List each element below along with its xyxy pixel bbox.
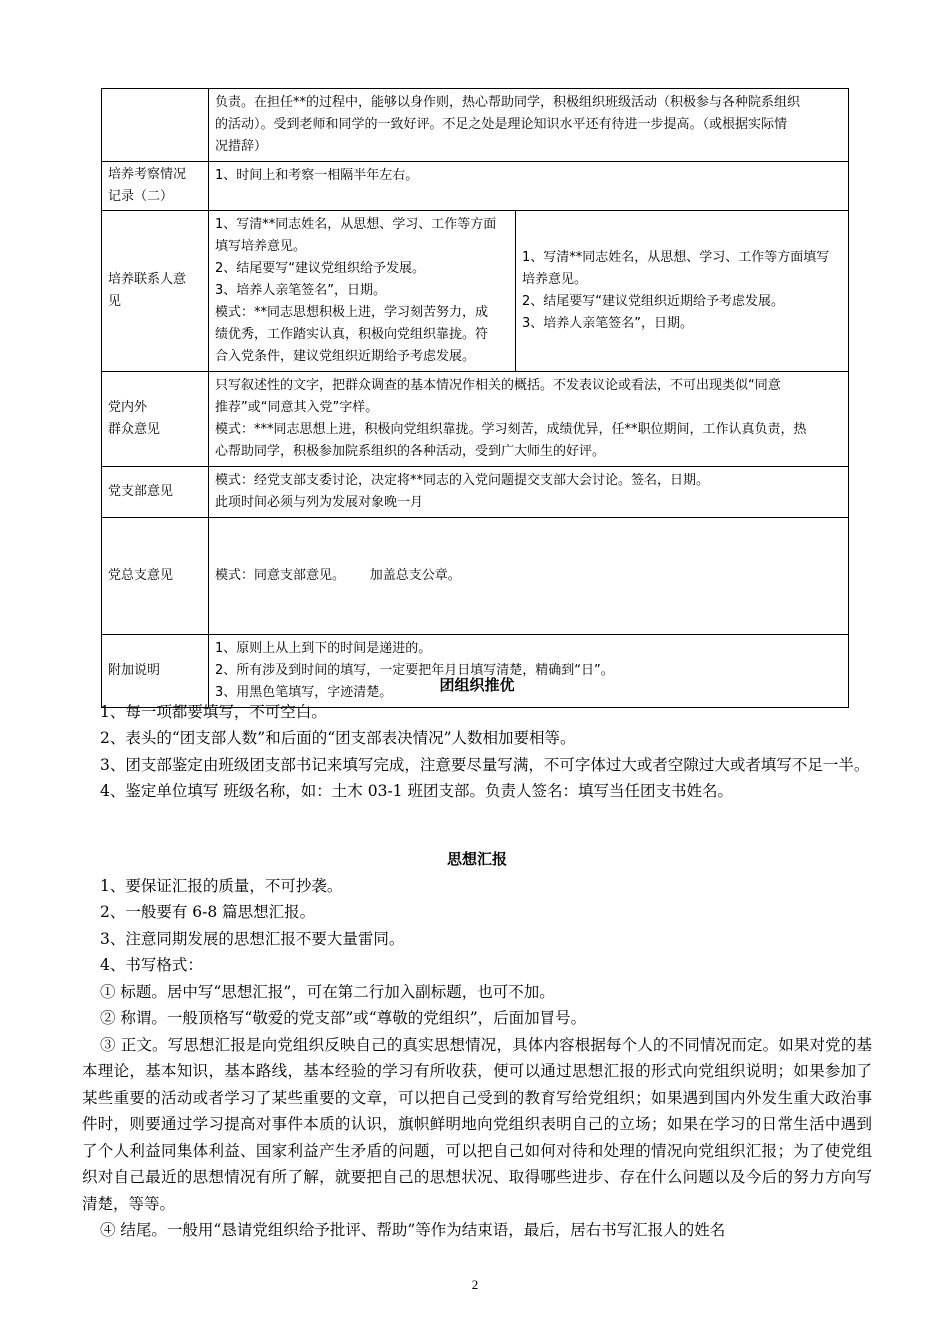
training-record-label: 培养考察情况 记录（二） [102,162,209,211]
list-item: ③ 正文。写思想汇报是向党组织反映自己的真实思想情况，具体内容根据每个人的不同情况而定。如果对党的基本理论，基本知识，基本路线，基本经验的学习有所收获，便可以通过思想汇报的形式向党组织说明；如果参加了某些重要的活动或者学习了某些重要的文章，可以把自己受到的教育写给党组织；如果遇到国内外发生重大政治事件时，则要通过学习提高对事件本质的认识，旗帜鲜明地向党组织表明自己的立场；如果在学习的日常生活中遇到了个人利益同集体利益、国家利益产生矛盾的问题，可以把自己如何对待和处理的情况向党组织汇报；为了使党组织对自己最近的思想情况有所了解，就要把自己的思想状况、取得哪些进步、存在什么问题以及今后的努力方向写清楚，等等。 [82,1035,872,1213]
page-number: 2 [471,1277,479,1292]
list-item: 4、鉴定单位填写 班级名称，如：土木 03-1 班团支部。负责人签名：填写当任团支书姓名。 [100,782,733,800]
form-table [101,88,849,708]
table-row-general-branch-opinion [102,518,849,635]
table-row-contact-opinion [102,211,849,372]
table-row-continuation [102,89,849,162]
masses-opinion-content: 只写叙述性的文字，把群众调查的基本情况作相关的概括。不发表议论或看法，不可出现类似“同意 推荐”或“同意其入党”字样。 模式：***同志思想上进，积极向党组织靠拢。学习刻苦，成绩优异，任**职位期间，工作认真负责，热 心帮助同学，积极参加院系组织的各种活动，受到广大师生的好评。 [209,372,849,467]
section-heading: 思想汇报 [446,850,507,868]
branch-opinion-content: 模式：经党支部支委讨论，决定将**同志的入党问题提交支部大会讨论。签名，日期。 此项时间必须与列为发展对象晚一月 [209,467,849,518]
training-record-content: 1、时间上和考察一相隔半年左右。 [209,162,849,211]
branch-opinion-label: 党支部意见 [102,467,209,518]
list-item: ② 称谓。一般顶格写“敬爱的党支部”或“尊敬的党组织”，后面加冒号。 [100,1009,587,1027]
notes-content: 1、原则上从上到下的时间是递进的。 2、所有涉及到时间的填写，一定要把年月日填写清楚，精确到“日”。 3、用黑色笔填写，字迹清楚。 [209,635,849,708]
text-line: 的活动）。受到老师和同学的一致好评。不足之处是理论知识水平还有待进一步提高。（或根据实际情 [215,117,788,132]
table-row-training-record [102,162,849,211]
masses-opinion-label: 党内外 群众意见 [102,372,209,467]
empty-label-cell [102,89,209,162]
continuation-cell [209,89,849,162]
contact-opinion-split [209,211,848,371]
list-item: ④ 结尾。一般用“恳请党组织给予批评、帮助”等作为结束语，最后，居右书写汇报人的姓名 [100,1221,726,1239]
list-item: 3、团支部鉴定由班级团支部书记来填写完成，注意要尽量写满，不可字体过大或者空隙过大或者填写不足一半。 [100,755,870,774]
table-row-branch-opinion [102,467,849,518]
contact-opinion-right: 1、写清**同志姓名，从思想、学习、工作等方面填写 培养意见。 2、结尾要写“建议党组织近期给予考虑发展。 3、培养人亲笔签名”，日期。 [522,250,830,331]
contact-opinion-content [209,211,849,372]
list-item: 3、注意同期发展的思想汇报不要大量雷同。 [100,929,405,948]
list-item: 2、一般要有 6-8 篇思想汇报。 [100,903,316,921]
general-branch-opinion-label: 党总支意见 [102,518,209,635]
contact-opinion-label: 培养联系人意 见 [102,211,209,372]
list-item: 1、每一项都要填写，不可空白。 [100,702,327,721]
table-row-masses-opinion [102,372,849,467]
text-line: 负责。在担任**的过程中，能够以身作则，热心帮助同学，积极组织班级活动（积极参与各种院系组织 [215,95,801,110]
section-heading: 团组织推优 [439,676,515,694]
notes-label: 附加说明 [102,635,209,708]
text-line: 况措辞） [215,139,268,154]
list-item: ① 标题。居中写“思想汇报”，可在第二行加入副标题，也可不加。 [100,982,555,1001]
league-section [82,672,872,805]
list-item: 1、要保证汇报的质量，不可抄袭。 [100,876,343,895]
list-item: 4、书写格式： [100,956,203,974]
list-item: 2、表头的“团支部人数”和后面的“团支部表决情况”人数相加要相等。 [100,729,576,747]
report-section [82,846,872,1244]
general-branch-opinion-content: 模式：同意支部意见。 加盖总支公章。 [209,518,849,635]
contact-opinion-left: 1、写清**同志姓名，从思想、学习、工作等方面 填写培养意见。 2、结尾要写“建议党组织给予发展。 3、培养人亲笔签名”，日期。 模式：**同志思想积极上进，学习刻苦努力，成 绩优秀，工作踏实认真，积极向党组织靠拢。符 合入党条件，建议党组织近期给予考虑发展。 [209,211,516,371]
